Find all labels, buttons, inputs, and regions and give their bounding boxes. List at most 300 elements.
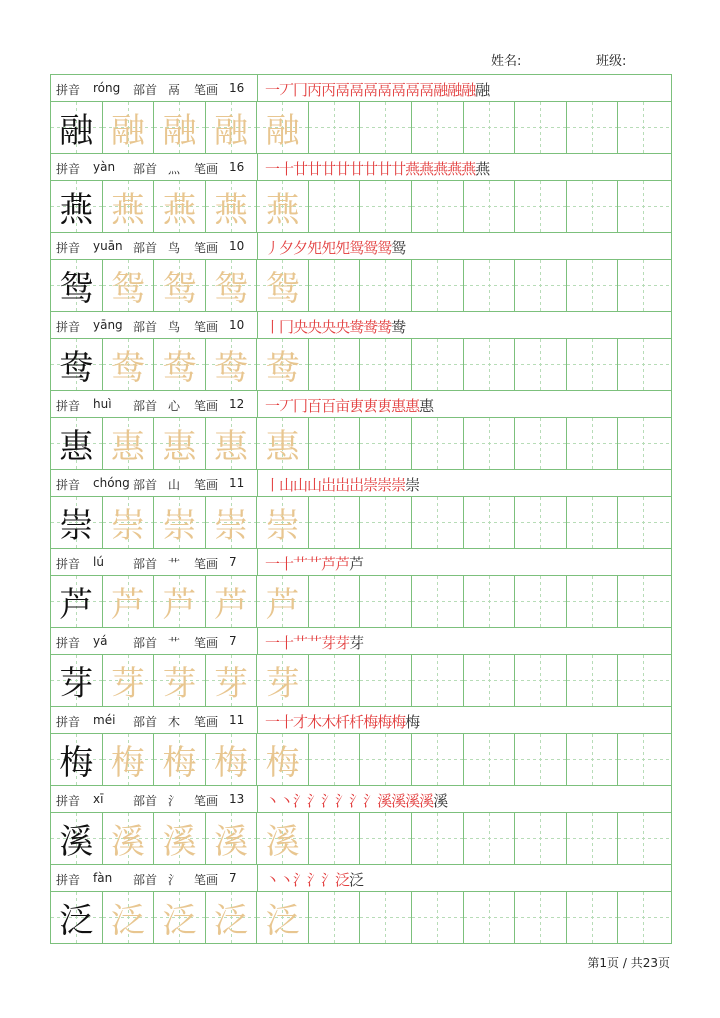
stroke-step: 艹 — [307, 634, 322, 652]
trace-character: 梅 — [162, 743, 197, 783]
practice-row — [51, 734, 671, 786]
trace-character: 芽 — [265, 664, 300, 704]
blank-practice-cell[interactable] — [515, 497, 567, 548]
blank-practice-cell[interactable] — [360, 655, 412, 706]
radical-label: 部首 — [133, 873, 158, 887]
trace-character: 惠 — [265, 427, 300, 467]
model-cell — [206, 892, 258, 943]
model-character: 燕 — [59, 190, 94, 230]
model-cell — [154, 181, 206, 232]
stroke-count: 10 — [229, 239, 245, 253]
stroke-step: 梅 — [377, 713, 392, 731]
stroke-step: 燕 — [461, 160, 476, 178]
blank-practice-cell[interactable] — [618, 892, 671, 943]
stroke-step: 氵 — [321, 792, 336, 810]
blank-practice-cell[interactable] — [360, 813, 412, 864]
stroke-step: 一 — [265, 81, 280, 99]
character-info-row — [51, 391, 671, 418]
stroke-step: 燕 — [405, 160, 420, 178]
character-info-row — [51, 75, 671, 102]
blank-practice-cell[interactable] — [464, 734, 516, 785]
model-cell — [154, 418, 206, 469]
pinyin-value: méi — [93, 713, 116, 727]
stroke-step: 丆 — [279, 397, 294, 415]
character-info — [51, 549, 258, 575]
blank-practice-cell[interactable] — [618, 181, 671, 232]
model-cell — [154, 892, 206, 943]
model-cell — [154, 734, 206, 785]
class-label: 班级: — [596, 54, 627, 69]
trace-character: 鸳 — [110, 269, 145, 309]
model-cell — [103, 181, 155, 232]
model-character: 崇 — [59, 506, 94, 546]
blank-practice-cell[interactable] — [309, 339, 361, 390]
blank-practice-cell[interactable] — [309, 655, 361, 706]
blank-practice-cell[interactable] — [618, 497, 671, 548]
trace-character: 崇 — [110, 506, 145, 546]
blank-practice-cell[interactable] — [464, 260, 516, 311]
stroke-step: 百 — [321, 397, 336, 415]
radical-label: 部首 — [133, 794, 158, 808]
stroke-step: 杄 — [335, 713, 350, 731]
model-cell — [103, 813, 155, 864]
strokes-label: 笔画 — [194, 636, 219, 650]
blank-practice-cell[interactable] — [618, 655, 671, 706]
stroke-step: 才 — [293, 713, 308, 731]
stroke-step: 岀 — [349, 476, 364, 494]
pinyin-value: lú — [93, 555, 104, 569]
page-indicator: 第1页 / 共23页 — [587, 956, 670, 970]
practice-row — [51, 576, 671, 628]
stroke-step: 亩 — [335, 397, 350, 415]
blank-practice-cell[interactable] — [567, 181, 619, 232]
blank-practice-cell[interactable] — [515, 260, 567, 311]
stroke-step: 溪 — [391, 792, 406, 810]
pinyin-label: 拼音 — [56, 478, 81, 492]
blank-practice-cell[interactable] — [309, 497, 361, 548]
pinyin-value: xī — [93, 792, 104, 806]
stroke-step: 冂 — [279, 318, 294, 336]
trace-character: 崇 — [265, 506, 300, 546]
stroke-step: 燕 — [447, 160, 462, 178]
pinyin-label: 拼音 — [56, 715, 81, 729]
character-info — [51, 470, 258, 496]
practice-row — [51, 497, 671, 549]
trace-character: 崇 — [162, 506, 197, 546]
stroke-step: 溪 — [433, 792, 448, 810]
model-cell — [51, 418, 103, 469]
blank-practice-cell[interactable] — [309, 813, 361, 864]
trace-character: 鸳 — [265, 269, 300, 309]
trace-character: 芦 — [214, 585, 249, 625]
blank-practice-cell[interactable] — [567, 576, 619, 627]
pinyin-value: yá — [93, 634, 108, 648]
stroke-count: 16 — [229, 81, 245, 95]
stroke-step: 鬲 — [349, 81, 364, 99]
blank-practice-cell[interactable] — [464, 576, 516, 627]
stroke-step: 夗 — [307, 239, 322, 257]
model-character: 芦 — [59, 585, 94, 625]
radical-value: 灬 — [168, 162, 181, 176]
blank-practice-cell[interactable] — [309, 260, 361, 311]
stroke-step: 融 — [447, 81, 462, 99]
stroke-order — [265, 790, 447, 811]
character-info-row — [51, 470, 671, 497]
stroke-step: 廿 — [321, 160, 336, 178]
blank-practice-cell[interactable] — [464, 813, 516, 864]
stroke-step: 廿 — [377, 160, 392, 178]
blank-practice-cell[interactable] — [360, 734, 412, 785]
blank-practice-cell[interactable] — [567, 892, 619, 943]
trace-character: 燕 — [265, 190, 300, 230]
stroke-step: 梅 — [391, 713, 406, 731]
trace-character: 溪 — [214, 822, 249, 862]
stroke-step: 艹 — [293, 634, 308, 652]
model-character: 泛 — [59, 901, 94, 941]
blank-practice-cell[interactable] — [360, 339, 412, 390]
pinyin-value: fàn — [93, 871, 113, 885]
blank-practice-cell[interactable] — [360, 576, 412, 627]
blank-practice-cell[interactable] — [360, 260, 412, 311]
blank-practice-cell[interactable] — [515, 655, 567, 706]
model-cell — [206, 260, 258, 311]
stroke-step: 燕 — [475, 160, 490, 178]
model-cell — [257, 102, 309, 153]
model-cell — [206, 497, 258, 548]
blank-practice-cell[interactable] — [618, 418, 671, 469]
blank-practice-cell[interactable] — [464, 497, 516, 548]
stroke-step: 丿 — [265, 239, 280, 257]
blank-practice-cell[interactable] — [309, 734, 361, 785]
pinyin-label: 拼音 — [56, 320, 81, 334]
blank-practice-cell[interactable] — [412, 813, 464, 864]
pinyin-label: 拼音 — [56, 636, 81, 650]
radical-label: 部首 — [133, 715, 158, 729]
stroke-order — [265, 237, 405, 258]
stroke-step: 山 — [279, 476, 294, 494]
stroke-count: 13 — [229, 792, 245, 806]
trace-character: 泛 — [214, 901, 249, 941]
blank-practice-cell[interactable] — [567, 102, 619, 153]
stroke-step: 廿 — [335, 160, 350, 178]
stroke-step: 芦 — [349, 555, 364, 573]
radical-value: 艹 — [168, 557, 181, 571]
model-cell — [51, 339, 103, 390]
stroke-step: 鸯 — [349, 318, 364, 336]
radical-value: 木 — [168, 715, 181, 729]
character-info — [51, 391, 258, 417]
stroke-step: 山 — [307, 476, 322, 494]
trace-character: 泛 — [162, 901, 197, 941]
trace-character: 燕 — [214, 190, 249, 230]
blank-practice-cell[interactable] — [515, 734, 567, 785]
stroke-order — [265, 395, 433, 416]
trace-character: 鸳 — [214, 269, 249, 309]
blank-practice-cell[interactable] — [412, 576, 464, 627]
blank-practice-cell[interactable] — [412, 892, 464, 943]
blank-practice-cell[interactable] — [567, 497, 619, 548]
stroke-step: 氵 — [363, 792, 378, 810]
stroke-step: 泛 — [335, 871, 350, 889]
practice-row — [51, 339, 671, 391]
blank-practice-cell[interactable] — [618, 260, 671, 311]
pinyin-value: yuān — [93, 239, 123, 253]
pinyin-label: 拼音 — [56, 241, 81, 255]
name-label: 姓名: — [491, 54, 522, 69]
model-character: 鸳 — [59, 269, 94, 309]
blank-practice-cell[interactable] — [412, 181, 464, 232]
blank-practice-cell[interactable] — [309, 181, 361, 232]
stroke-step: 廿 — [293, 160, 308, 178]
blank-practice-cell[interactable] — [464, 418, 516, 469]
stroke-step: 氵 — [335, 792, 350, 810]
model-cell — [257, 892, 309, 943]
blank-practice-cell[interactable] — [515, 102, 567, 153]
blank-practice-cell[interactable] — [464, 339, 516, 390]
model-cell — [103, 418, 155, 469]
stroke-step: 鸯 — [363, 318, 378, 336]
stroke-order — [265, 632, 363, 653]
blank-practice-cell[interactable] — [515, 181, 567, 232]
stroke-step: 央 — [293, 318, 308, 336]
model-cell — [51, 181, 103, 232]
stroke-step: 氵 — [321, 871, 336, 889]
model-cell — [51, 734, 103, 785]
stroke-step: 廿 — [391, 160, 406, 178]
blank-practice-cell[interactable] — [567, 260, 619, 311]
model-cell — [257, 813, 309, 864]
stroke-step: 芦 — [321, 555, 336, 573]
blank-practice-cell[interactable] — [464, 655, 516, 706]
stroke-step: 央 — [321, 318, 336, 336]
stroke-step: 鸳 — [377, 239, 392, 257]
trace-character: 惠 — [110, 427, 145, 467]
stroke-step: 溪 — [405, 792, 420, 810]
trace-character: 惠 — [162, 427, 197, 467]
blank-practice-cell[interactable] — [618, 576, 671, 627]
blank-practice-cell[interactable] — [412, 339, 464, 390]
stroke-step: 一 — [265, 397, 280, 415]
stroke-step: 岀 — [335, 476, 350, 494]
blank-practice-cell[interactable] — [412, 497, 464, 548]
model-cell — [206, 339, 258, 390]
stroke-step: 丶 — [265, 792, 280, 810]
model-cell — [51, 102, 103, 153]
stroke-step: 鬲 — [405, 81, 420, 99]
model-cell — [103, 497, 155, 548]
stroke-step: 叀 — [349, 397, 364, 415]
blank-practice-cell[interactable] — [515, 339, 567, 390]
blank-practice-cell[interactable] — [360, 892, 412, 943]
stroke-step: 百 — [307, 397, 322, 415]
trace-character: 崇 — [214, 506, 249, 546]
blank-practice-cell[interactable] — [464, 892, 516, 943]
model-character: 鸯 — [59, 348, 94, 388]
character-info — [51, 865, 258, 891]
blank-practice-cell[interactable] — [618, 339, 671, 390]
stroke-step: 梅 — [405, 713, 420, 731]
character-info-row — [51, 628, 671, 655]
model-cell — [154, 655, 206, 706]
character-info-row — [51, 786, 671, 813]
pinyin-label: 拼音 — [56, 873, 81, 887]
stroke-step: 夕 — [293, 239, 308, 257]
stroke-count: 16 — [229, 160, 245, 174]
stroke-step: 鸳 — [391, 239, 406, 257]
trace-character: 泛 — [265, 901, 300, 941]
blank-practice-cell[interactable] — [618, 734, 671, 785]
blank-practice-cell[interactable] — [515, 892, 567, 943]
trace-character: 芽 — [110, 664, 145, 704]
blank-practice-cell[interactable] — [464, 181, 516, 232]
trace-character: 梅 — [214, 743, 249, 783]
strokes-label: 笔画 — [194, 399, 219, 413]
trace-character: 梅 — [110, 743, 145, 783]
blank-practice-cell[interactable] — [464, 102, 516, 153]
trace-character: 鸯 — [265, 348, 300, 388]
strokes-label: 笔画 — [194, 794, 219, 808]
stroke-step: 融 — [475, 81, 490, 99]
model-cell — [206, 655, 258, 706]
blank-practice-cell[interactable] — [309, 892, 361, 943]
model-cell — [51, 576, 103, 627]
blank-practice-cell[interactable] — [567, 655, 619, 706]
stroke-step: 鸯 — [377, 318, 392, 336]
character-info-row — [51, 154, 671, 181]
model-cell — [257, 497, 309, 548]
stroke-step: 一 — [265, 160, 280, 178]
stroke-step: 鸳 — [349, 239, 364, 257]
stroke-step: 氵 — [307, 792, 322, 810]
stroke-step: 鸯 — [391, 318, 406, 336]
stroke-step: 艹 — [293, 555, 308, 573]
stroke-step: 泛 — [349, 871, 364, 889]
trace-character: 惠 — [214, 427, 249, 467]
stroke-step: 木 — [307, 713, 322, 731]
stroke-step: 夗 — [321, 239, 336, 257]
blank-practice-cell[interactable] — [360, 102, 412, 153]
trace-character: 溪 — [162, 822, 197, 862]
model-cell — [257, 655, 309, 706]
stroke-step: 岀 — [321, 476, 336, 494]
stroke-order — [265, 158, 489, 179]
radical-label: 部首 — [133, 83, 158, 97]
stroke-step: 丨 — [265, 318, 280, 336]
blank-practice-cell[interactable] — [412, 102, 464, 153]
pinyin-label: 拼音 — [56, 83, 81, 97]
trace-character: 融 — [110, 111, 145, 151]
blank-practice-cell[interactable] — [515, 418, 567, 469]
blank-practice-cell[interactable] — [412, 734, 464, 785]
stroke-step: 艹 — [307, 555, 322, 573]
blank-practice-cell[interactable] — [360, 181, 412, 232]
blank-practice-cell[interactable] — [360, 418, 412, 469]
blank-practice-cell[interactable] — [309, 418, 361, 469]
trace-character: 泛 — [110, 901, 145, 941]
practice-row — [51, 418, 671, 470]
model-cell — [103, 655, 155, 706]
model-cell — [206, 813, 258, 864]
blank-practice-cell[interactable] — [412, 418, 464, 469]
model-character: 融 — [59, 111, 94, 151]
blank-practice-cell[interactable] — [412, 260, 464, 311]
model-cell — [257, 339, 309, 390]
pinyin-label: 拼音 — [56, 162, 81, 176]
pinyin-value: yàn — [93, 160, 116, 174]
stroke-step: 溪 — [377, 792, 392, 810]
stroke-step: 惠 — [391, 397, 406, 415]
practice-row — [51, 260, 671, 312]
stroke-count: 10 — [229, 318, 245, 332]
blank-practice-cell[interactable] — [309, 576, 361, 627]
strokes-label: 笔画 — [194, 478, 219, 492]
trace-character: 芦 — [110, 585, 145, 625]
practice-row — [51, 102, 671, 154]
stroke-step: 氵 — [293, 871, 308, 889]
stroke-count: 12 — [229, 397, 245, 411]
stroke-step: 燕 — [433, 160, 448, 178]
blank-practice-cell[interactable] — [567, 813, 619, 864]
practice-row — [51, 655, 671, 707]
stroke-step: 芽 — [349, 634, 364, 652]
model-cell — [257, 734, 309, 785]
radical-value: 氵 — [168, 794, 181, 808]
blank-practice-cell[interactable] — [567, 734, 619, 785]
blank-practice-cell[interactable] — [515, 576, 567, 627]
radical-label: 部首 — [133, 241, 158, 255]
stroke-step: 木 — [321, 713, 336, 731]
blank-practice-cell[interactable] — [360, 497, 412, 548]
strokes-label: 笔画 — [194, 715, 219, 729]
blank-practice-cell[interactable] — [618, 102, 671, 153]
stroke-step: 溪 — [419, 792, 434, 810]
model-cell — [206, 576, 258, 627]
blank-practice-cell[interactable] — [309, 102, 361, 153]
practice-row — [51, 813, 671, 865]
model-cell — [257, 181, 309, 232]
stroke-step: 廿 — [363, 160, 378, 178]
stroke-step: 鬲 — [377, 81, 392, 99]
radical-label: 部首 — [133, 162, 158, 176]
trace-character: 芦 — [162, 585, 197, 625]
stroke-count: 7 — [229, 555, 237, 569]
model-cell — [206, 102, 258, 153]
stroke-order — [265, 869, 363, 890]
trace-character: 融 — [214, 111, 249, 151]
model-cell — [103, 260, 155, 311]
stroke-step: 氵 — [349, 792, 364, 810]
blank-practice-cell[interactable] — [567, 418, 619, 469]
model-character: 梅 — [59, 743, 94, 783]
blank-practice-cell[interactable] — [412, 655, 464, 706]
stroke-order — [265, 711, 419, 732]
model-cell — [51, 655, 103, 706]
stroke-step: 鬲 — [335, 81, 350, 99]
stroke-step: 崇 — [405, 476, 420, 494]
trace-character: 梅 — [265, 743, 300, 783]
blank-practice-cell[interactable] — [618, 813, 671, 864]
character-info — [51, 233, 258, 259]
trace-character: 溪 — [110, 822, 145, 862]
blank-practice-cell[interactable] — [515, 813, 567, 864]
stroke-step: 梅 — [363, 713, 378, 731]
model-cell — [154, 576, 206, 627]
pinyin-value: huì — [93, 397, 112, 411]
model-cell — [103, 102, 155, 153]
stroke-step: 燕 — [419, 160, 434, 178]
blank-practice-cell[interactable] — [567, 339, 619, 390]
radical-label: 部首 — [133, 399, 158, 413]
